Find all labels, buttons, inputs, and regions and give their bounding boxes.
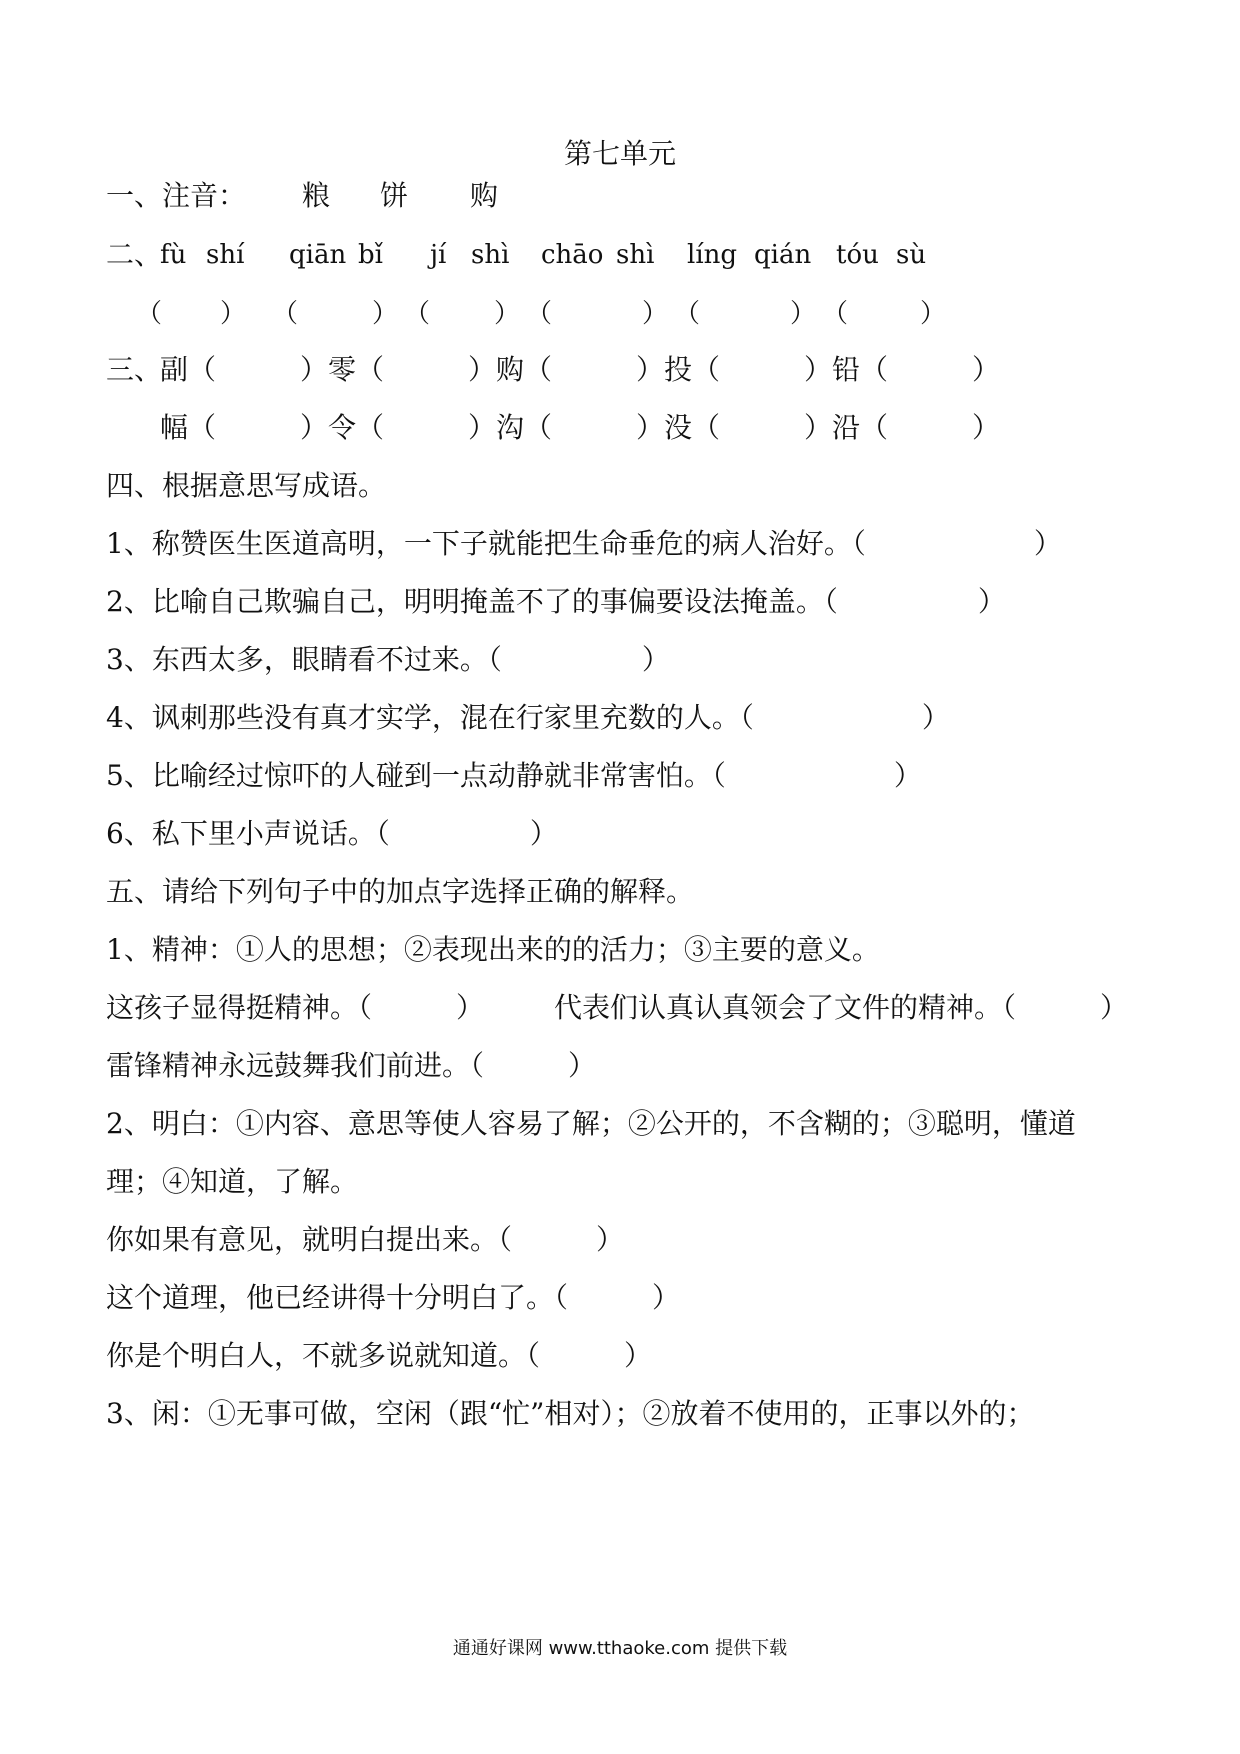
page-title: 第七单元: [563, 137, 676, 170]
bracket-open: （: [136, 299, 163, 329]
q3-label: 三、: [106, 353, 163, 386]
q5-line: 雷锋精神永远鼓舞我们前进。（ ）: [106, 1049, 597, 1082]
q1-char: 粮: [302, 179, 331, 212]
q1-char: 饼: [380, 179, 409, 212]
q1-label: 一、注音：: [106, 179, 247, 212]
pinyin-syllable: shì: [616, 240, 655, 270]
bracket-close: ）: [494, 299, 521, 329]
pinyin-syllable: chāo: [541, 240, 604, 270]
bracket-close: ）: [920, 299, 947, 329]
q2-label: 二、: [106, 238, 163, 271]
pinyin-syllable: shì: [471, 240, 510, 270]
q4-heading: 四、根据意思写成语。: [106, 469, 387, 502]
q5-line: 3、闲：①无事可做，空闲（跟“忙”相对）；②放着不使用的，正事以外的；: [106, 1397, 1035, 1430]
pinyin-syllable: qián: [754, 240, 812, 270]
q5-line: 这个道理，他已经讲得十分明白了。（ ）: [106, 1281, 681, 1314]
q5-line: 你是个明白人，不就多说就知道。（ ）: [106, 1339, 653, 1372]
q4-item: 6、私下里小声说话。（ ）: [106, 817, 558, 850]
pinyin-syllable: fù: [160, 240, 187, 270]
q4-item: 2、比喻自己欺骗自己，明明掩盖不了的事偏要设法掩盖。（ ）: [106, 585, 1006, 618]
bracket-close: ）: [642, 299, 669, 329]
bracket-close: ）: [220, 299, 247, 329]
pinyin-syllable: qiān: [289, 240, 347, 270]
bracket-open: （: [526, 299, 553, 329]
footer-credit: 通通好课网 www.tthaoke.com 提供下载: [452, 1638, 788, 1659]
q4-item: 4、讽刺那些没有真才实学，混在行家里充数的人。（ ）: [106, 701, 950, 734]
pinyin-syllable: jí: [430, 240, 447, 270]
q5-heading: 五、请给下列句子中的加点字选择正确的解释。: [106, 875, 695, 908]
bracket-open: （: [674, 299, 701, 329]
q5-line: 这孩子显得挺精神。（ ） 代表们认真认真领会了文件的精神。（ ）: [106, 991, 1129, 1024]
pinyin-syllable: shí: [206, 240, 245, 270]
bracket-open: （: [404, 299, 431, 329]
bracket-open: （: [822, 299, 849, 329]
pinyin-syllable: tóu: [836, 240, 879, 270]
q4-item: 1、称赞医生医道高明，一下子就能把生命垂危的病人治好。（ ）: [106, 527, 1062, 560]
q3-row: 幅（ ）令（ ）沟（ ）没（ ）沿（ ）: [160, 411, 1001, 444]
q5-line: 2、明白：①内容、意思等使人容易了解；②公开的，不含糊的；③聪明，懂道: [106, 1107, 1076, 1140]
q3-row: 副（ ）零（ ）购（ ）投（ ）铅（ ）: [160, 353, 1001, 386]
pinyin-syllable: bǐ: [358, 240, 383, 270]
q5-line: 你如果有意见，就明白提出来。（ ）: [106, 1223, 625, 1256]
q4-item: 5、比喻经过惊吓的人碰到一点动静就非常害怕。（ ）: [106, 759, 922, 792]
q5-line: 1、精神：①人的思想；②表现出来的的活力；③主要的意义。: [106, 933, 880, 966]
bracket-close: ）: [372, 299, 399, 329]
bracket-open: （: [272, 299, 299, 329]
q1-char: 购: [470, 179, 499, 212]
pinyin-syllable: líng: [687, 240, 738, 270]
q5-line: 理；④知道，了解。: [106, 1165, 359, 1198]
bracket-close: ）: [790, 299, 817, 329]
pinyin-syllable: sù: [896, 240, 927, 270]
q4-item: 3、东西太多，眼睛看不过来。（ ）: [106, 643, 670, 676]
